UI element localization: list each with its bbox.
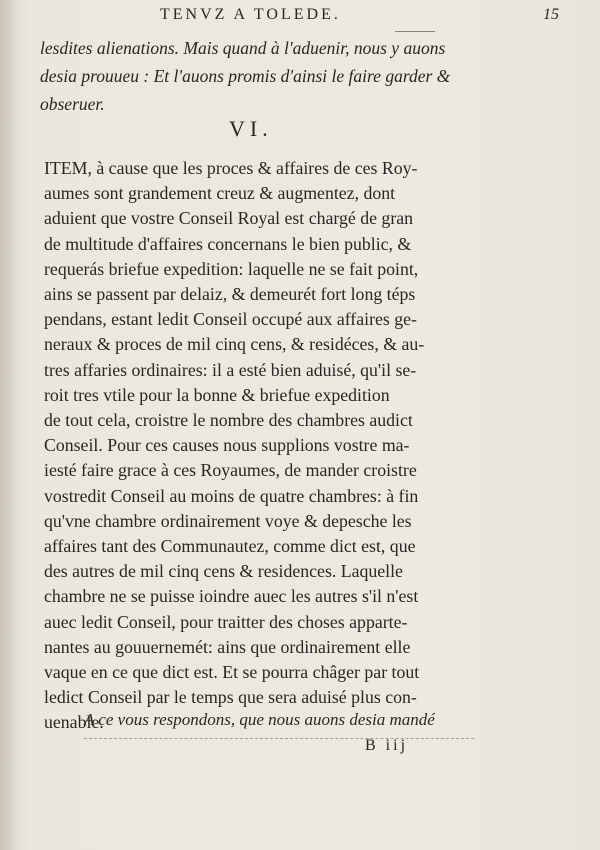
text-line: qu'vne chambre ordinairement voye & depesche les <box>44 510 412 531</box>
text-line: ledict Conseil par le temps que sera aduisé plus con- <box>44 687 417 708</box>
signature-mark: B iij <box>365 737 409 754</box>
text-line: obseruer. <box>40 94 105 114</box>
text-line: auec ledit Conseil, pour traitter des choses apparte- <box>44 611 408 632</box>
text-line: de tout cela, croistre le nombre des chambres audict <box>44 410 413 431</box>
text-line: de multitude d'affaires concernans le bien public, & <box>44 233 412 254</box>
running-title: TENVZ A TOLEDE. <box>160 6 341 23</box>
page-number: 15 <box>543 6 559 23</box>
text-line: affaires tant des Communautez, comme dict est, que <box>44 536 416 557</box>
text-line: vaque en ce que dict est. Et se pourra châger par tout <box>44 662 420 683</box>
text-line: roit tres vtile pour la bonne & briefue expedition <box>44 384 390 405</box>
closing-rule <box>84 738 474 739</box>
intro-paragraph <box>40 34 560 118</box>
text-line: desia prouueu : Et l'auons promis d'ainsi le faire garder & <box>40 66 451 86</box>
text-line: ITEM, à cause que les proces & affaires de ces Roy- <box>44 158 418 178</box>
text-line: nantes au gouuernemét: ains que ordinairement elle <box>44 636 411 657</box>
text-line: pendans, estant ledit Conseil occupé aux affaires ge- <box>44 309 417 330</box>
text-line: tres affaries ordinaires: il a esté bien aduisé, qu'il se- <box>44 359 417 380</box>
text-line: chambre ne se puisse ioindre auec les autres s'il n'est <box>44 586 419 607</box>
text-line: neraux & proces de mil cinq cens, & residéces, & au- <box>44 334 425 355</box>
text-line: iesté faire grace à ces Royaumes, de mander croistre <box>44 460 417 481</box>
text-line: requerás briefue expedition: laquelle ne se fait point, <box>44 258 419 279</box>
text-line: aumes sont grandement creuz & augmentez, dont <box>44 183 396 204</box>
text-line: lesdites alienations. Mais quand à l'aduenir, nous y auons <box>40 38 446 58</box>
text-line: vostredit Conseil au moins de quatre chambres: à fin <box>44 485 419 506</box>
text-line: Conseil. Pour ces causes nous supplions vostre ma- <box>44 435 410 456</box>
closing-response-line: A ce vous respondons, que nous auons desia mandé <box>84 710 435 729</box>
text-line: des autres de mil cinq cens & residences. Laquelle <box>44 561 403 582</box>
page-gutter-shadow <box>0 0 18 850</box>
text-line: ains se passent par delaiz, & demeurét fort long téps <box>44 284 416 305</box>
text-line: uenable. <box>44 712 104 733</box>
article-body <box>44 156 566 736</box>
section-heading: VI. <box>229 116 273 141</box>
header-rule <box>395 31 435 32</box>
text-line: aduient que vostre Conseil Royal est chargé de gran <box>44 208 414 229</box>
